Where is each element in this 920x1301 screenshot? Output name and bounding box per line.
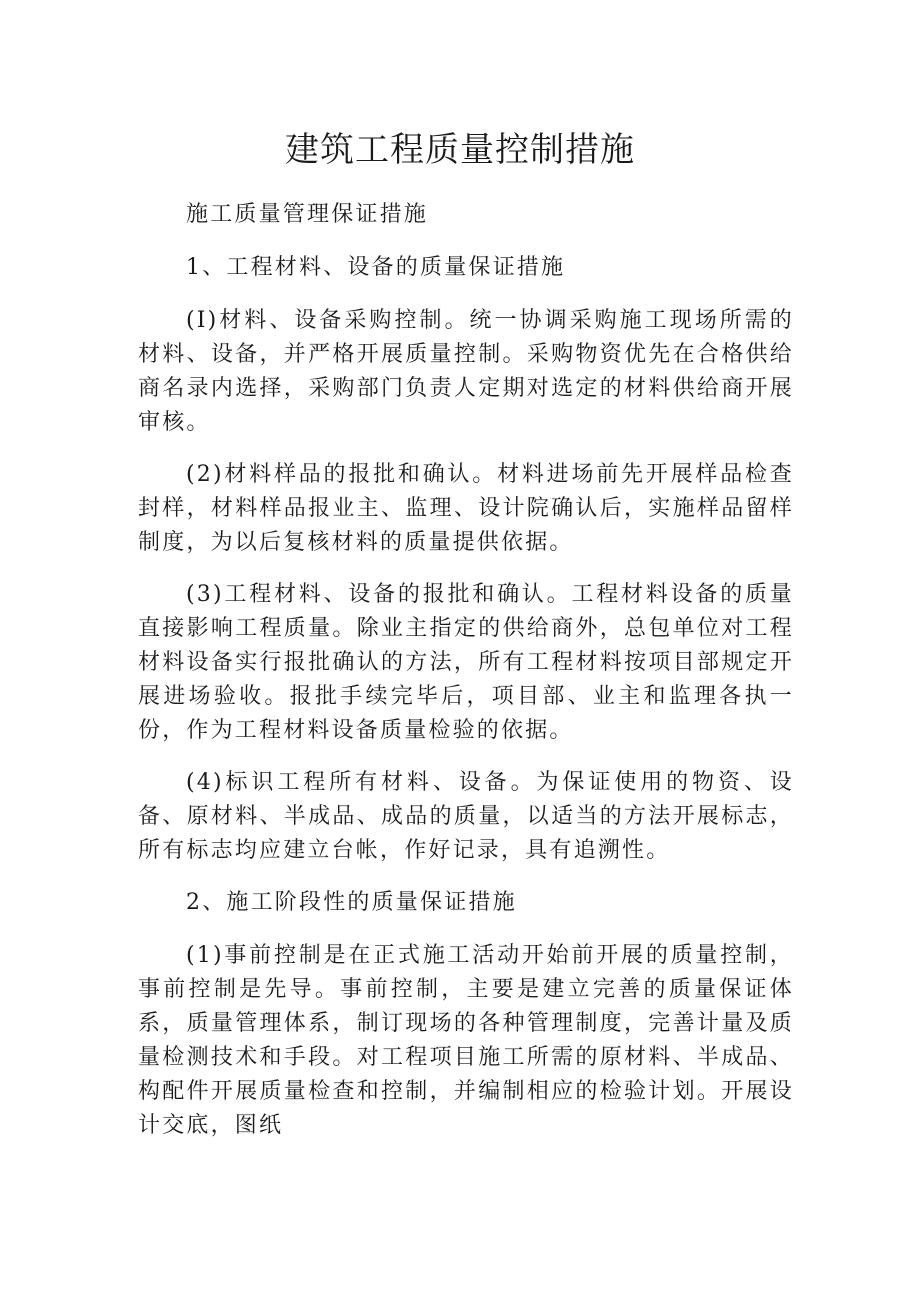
section-heading-materials-equipment: 1、工程材料、设备的质量保证措施 [186, 255, 566, 280]
paragraph-material-approval: (3)工程材料、设备的报批和确认。工程材料设备的质量直接影响工程质量。除业主指定的供给商外，总包单位对工程材料设备实行报批确认的方法，所有工程材料按项目部规定开展进场验收。报批手续完毕后，项目部、业主和监理各执一份，作为工程材料设备质量检验的依据。 [138, 582, 794, 743]
document-body [138, 198, 794, 1161]
paragraph-sample-approval: (2)材料样品的报批和确认。材料进场前先开展样品检查封样，材料样品报业主、监理、设计院确认后，实施样品留样制度，为以后复核材料的质量提供依据。 [138, 462, 794, 555]
paragraph-procurement-control: (I)材料、设备采购控制。统一协调采购施工现场所需的材料、设备，并严格开展质量控制。采购物资优先在合格供给商名录内选择，采购部门负责人定期对选定的材料供给商开展审核。 [138, 308, 794, 435]
paragraph-pre-control: (1)事前控制是在正式施工活动开始前开展的质量控制，事前控制是先导。事前控制，主要是建立完善的质量保证体系，质量管理体系，制订现场的各种管理制度，完善计量及质量检测技术和手段。对工程项目施工所需的原材料、半成品、构配件开展质量检查和控制，并编制相应的检验计划。开展设计交底，图纸 [138, 943, 794, 1138]
section-heading-construction-phase: 2、施工阶段性的质量保证措施 [186, 890, 517, 915]
document-title: 建筑工程质量控制措施 [285, 130, 635, 170]
section-heading-quality-management: 施工质量管理保证措施 [186, 202, 429, 227]
paragraph-material-marking: (4)标识工程所有材料、设备。为保证使用的物资、设备、原材料、半成品、成品的质量，以适当的方法开展标志，所有标志均应建立台帐，作好记录，具有追溯性。 [138, 770, 794, 863]
